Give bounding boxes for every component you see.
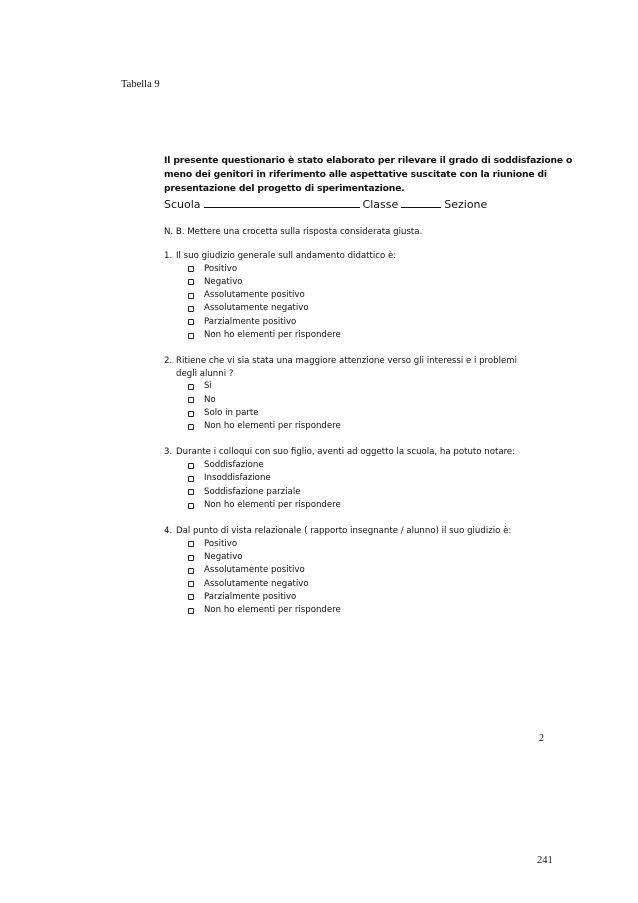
option-label: Assolutamente negativo [204, 303, 309, 314]
intro-line: presentazione del progetto di sperimentazione. [164, 183, 405, 194]
option-item [188, 486, 554, 499]
classe-blank [401, 197, 441, 208]
question-text: degli alunni ? [176, 368, 234, 379]
scuola-label: Scuola [164, 198, 201, 211]
checkbox-icon [188, 581, 194, 587]
question-number: 1. [164, 251, 173, 261]
option-list [188, 538, 554, 618]
option-item [188, 578, 554, 591]
checkbox-icon [188, 476, 194, 482]
question-number: 2. [164, 356, 173, 367]
option-item [188, 472, 554, 485]
scuola-blank [204, 197, 360, 208]
option-item [188, 459, 554, 472]
option-label: Non ho elementi per rispondere [204, 499, 341, 510]
page-number: 241 [537, 855, 553, 866]
checkbox-icon [188, 608, 194, 614]
option-label: Solo in parte [204, 407, 259, 418]
question-4 [164, 525, 554, 617]
option-item [188, 591, 554, 604]
option-label: Assolutamente positivo [204, 290, 305, 301]
sezione-label: Sezione [444, 198, 488, 211]
school-fields [164, 197, 554, 211]
option-item [188, 564, 554, 577]
option-item [188, 538, 554, 551]
option-item [188, 420, 554, 433]
option-label: Positivo [204, 538, 238, 549]
option-label: Non ho elementi per rispondere [204, 421, 341, 432]
checkbox-icon [188, 503, 194, 509]
option-label: Assolutamente positivo [204, 565, 305, 576]
option-item [188, 316, 554, 329]
option-label: Negativo [204, 551, 243, 562]
option-label: Negativo [204, 276, 243, 287]
checkbox-icon [188, 555, 194, 561]
option-item [188, 604, 554, 617]
option-label: Insoddisfazione [204, 473, 271, 484]
checkbox-icon [188, 384, 194, 390]
question-text: Ritiene che vi sia stata una maggiore attenzione verso gli interessi e i problemi [176, 356, 518, 367]
question-text: Durante i colloqui con suo figlio, aventi ad oggetto la scuola, ha potuto notare: [176, 447, 516, 458]
checkbox-icon [188, 333, 194, 339]
classe-label: Classe [362, 198, 399, 211]
checkbox-icon [188, 319, 194, 325]
option-label: Sì [204, 381, 212, 392]
checkbox-icon [188, 541, 194, 547]
option-label: Parzialmente positivo [204, 591, 297, 602]
option-item [188, 499, 554, 512]
checkbox-icon [188, 306, 194, 312]
question-text: Il suo giudizio generale sull andamento didattico è: [176, 251, 397, 261]
question-number: 3. [164, 447, 173, 458]
inner-page-number: 2 [539, 733, 544, 744]
option-label: Positivo [204, 263, 238, 274]
option-item [188, 276, 554, 289]
option-item [188, 394, 554, 407]
table-caption: Tabella 9 [121, 79, 160, 90]
option-label: Soddisfazione [204, 459, 264, 470]
checkbox-icon [188, 463, 194, 469]
checkbox-icon [188, 568, 194, 574]
option-item [188, 302, 554, 315]
option-list [188, 380, 554, 433]
option-label: No [204, 394, 216, 405]
checkbox-icon [188, 293, 194, 299]
instruction-note: N. B. Mettere una crocetta sulla risposta considerata giusta. [164, 227, 423, 237]
option-label: Non ho elementi per rispondere [204, 605, 341, 616]
option-item [188, 551, 554, 564]
option-item [188, 407, 554, 420]
option-item [188, 329, 554, 342]
questionnaire-image [164, 154, 573, 617]
checkbox-icon [188, 397, 194, 403]
option-list [188, 263, 554, 343]
checkbox-icon [188, 594, 194, 600]
question-3 [164, 446, 554, 512]
intro-line: Il presente questionario è stato elaborato per rilevare il grado di soddisfazione o [164, 155, 573, 166]
question-number: 4. [164, 526, 173, 537]
intro-text [164, 154, 573, 196]
option-label: Non ho elementi per rispondere [204, 329, 341, 340]
question-text: Dal punto di vista relazionale ( rapporto insegnante / alunno) il suo giudizio è: [176, 526, 512, 537]
checkbox-icon [188, 411, 194, 417]
option-item [188, 380, 554, 393]
option-item [188, 263, 554, 276]
question-2 [164, 355, 554, 433]
question-1 [164, 250, 554, 342]
checkbox-icon [188, 266, 194, 272]
intro-line: meno dei genitori in riferimento alle aspettative suscitate con la riunione di [164, 169, 547, 180]
option-item [188, 289, 554, 302]
checkbox-icon [188, 489, 194, 495]
option-label: Soddisfazione parziale [204, 486, 301, 497]
option-list [188, 459, 554, 512]
checkbox-icon [188, 279, 194, 285]
option-label: Assolutamente negativo [204, 578, 309, 589]
option-label: Parzialmente positivo [204, 316, 297, 327]
checkbox-icon [188, 424, 194, 430]
